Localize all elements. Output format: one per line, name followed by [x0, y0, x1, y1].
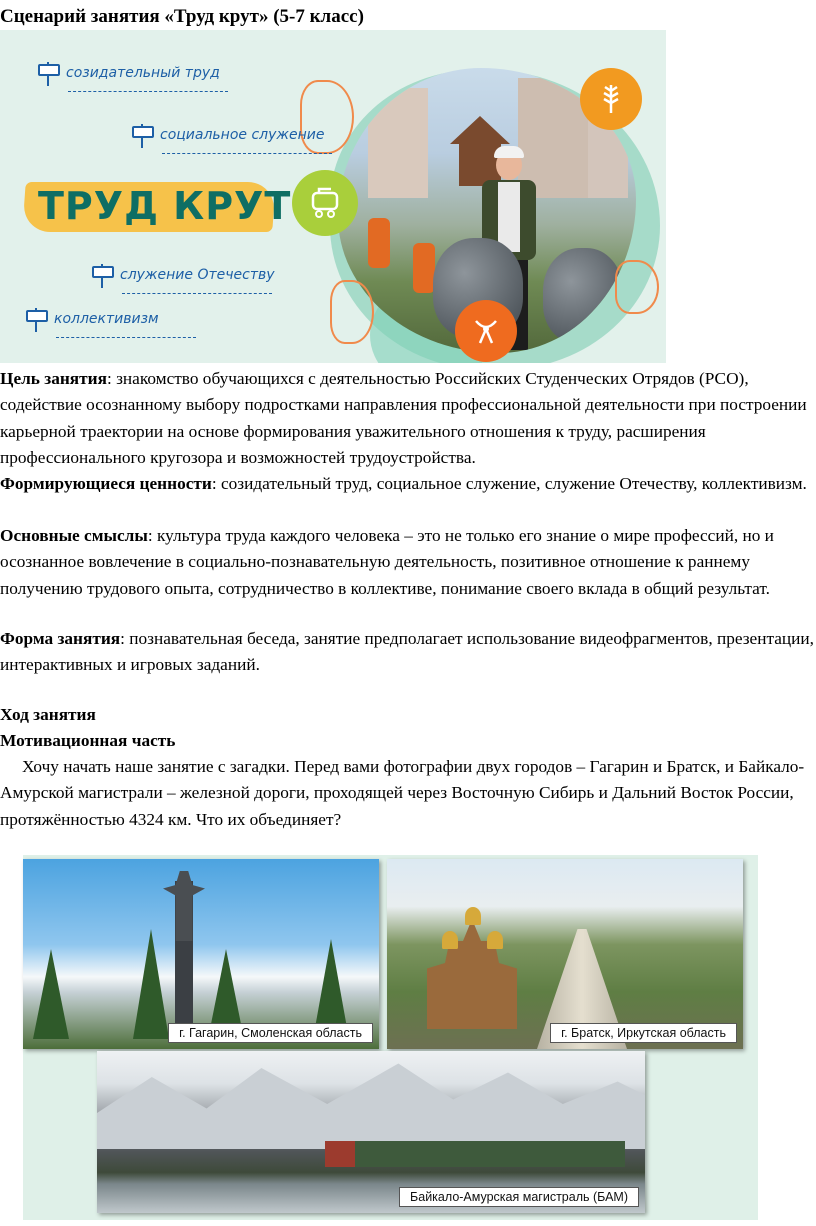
trash-bag: [543, 248, 623, 343]
tag-serving-fatherland: служение Отечеству: [92, 262, 275, 288]
course-heading: Ход занятия: [0, 705, 96, 724]
banner-image: [0, 30, 666, 363]
tag-social-service: социальное служение: [132, 122, 324, 148]
motivation-heading: Мотивационная часть: [0, 731, 176, 750]
photo-collage: [23, 855, 758, 1220]
signpost-icon: [38, 60, 58, 86]
scarf-icon: [455, 300, 517, 362]
signpost-icon: [132, 122, 152, 148]
train-icon: [292, 170, 358, 236]
bratsk-photo: [387, 859, 743, 1049]
photo-caption: г. Гагарин, Смоленская область: [168, 1023, 373, 1043]
document-title: Сценарий занятия «Труд крут» (5-7 класс): [0, 6, 364, 27]
photo-caption: Байкало-Амурская магистраль (БАМ): [399, 1187, 639, 1207]
tag-creative-work: созидательный труд: [38, 60, 220, 86]
signpost-icon: [26, 306, 46, 332]
meanings-paragraph: Основные смыслы: культура труда каждого человека – это не только его знание о мире профессий, но и осознанное вовлечение в социально-познавательную деятельность, позитивное отношение к раннему получению трудового опыта, сотрудничество в коллективе, понимание своего вклада в общий результат.: [0, 526, 774, 598]
church: [427, 919, 517, 1029]
brand-logo-text: ТРУД КРУТ: [38, 184, 292, 228]
bam-photo: [97, 1051, 645, 1213]
tag-collectivism: коллективизм: [26, 306, 159, 332]
photo-caption: г. Братск, Иркутская область: [550, 1023, 737, 1043]
values-paragraph: Формирующиеся ценности: созидательный труд, социальное служение, служение Отечеству, коллективизм.: [0, 474, 807, 493]
train: [325, 1141, 625, 1167]
wheat-icon: [580, 68, 642, 130]
goal-paragraph: Цель занятия: знакомство обучающихся с деятельностью Российских Студенческих Отрядов (РСО), содействие осознанному выбору подростками направления профессиональной деятельности при построении карьерной траектории на основе формирования уважительного отношения к труду, расширения профессионального кругозора и возможностей трудоустройства.: [0, 369, 807, 467]
motivation-paragraph: Хочу начать наше занятие с загадки. Перед вами фотографии двух городов – Гагарин и Братск, и Байкало-Амурской магистрали – железной дороги, проходящей через Восточную Сибирь и Дальний Восток России, протяжённостью 4324 км. Что их объединяет?: [0, 757, 805, 829]
form-paragraph: Форма занятия: познавательная беседа, занятие предполагает использование видеофрагментов, презентации, интерактивных и игровых заданий.: [0, 629, 814, 675]
gagarin-photo: [23, 859, 379, 1049]
signpost-icon: [92, 262, 112, 288]
